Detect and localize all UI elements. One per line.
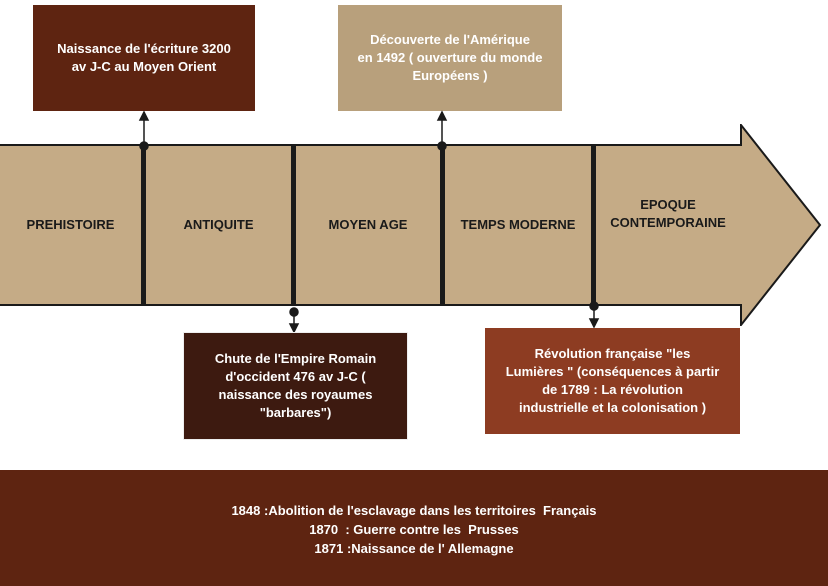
bottom-event-1871: 1871 :Naissance de l' Allemagne [314,540,514,556]
connector-dot [140,142,148,150]
connector-arrow-up [438,112,446,120]
period-prehistoire: PREHISTOIRE [26,217,115,232]
connector-arrow-down [290,324,298,332]
connector-arrow-down [590,319,598,327]
connector-dot [290,308,298,316]
event-box-america: Découverte de l'Amérique en 1492 ( ouverture du monde Européens ) [338,5,562,111]
event-box-revolution: Révolution française "les Lumières " (conséquences à partir de 1789 : La révolution industrielle et la colonisation ) [485,328,740,434]
period-moyen-age: MOYEN AGE [328,217,408,232]
bottom-events-panel [0,470,828,586]
event-box-rome: Chute de l'Empire Romain d'occident 476 av J-C ( naissance des royaumes "barbares") [184,333,407,439]
connector-dot [590,302,598,310]
bottom-event-1870: 1870 : Guerre contre les Prusses [309,521,519,537]
period-antiquite: ANTIQUITE [183,217,254,232]
period-epoque-contemporaine: EPOQUE CONTEMPORAINE [610,197,726,230]
event-box-writing: Naissance de l'écriture 3200 av J-C au Moyen Orient [33,5,255,111]
connector-arrow-up [140,112,148,120]
connector-dot [438,142,446,150]
period-temps-moderne: TEMPS MODERNE [460,217,576,232]
bottom-event-1848: 1848 :Abolition de l'esclavage dans les territoires Français [231,502,597,518]
